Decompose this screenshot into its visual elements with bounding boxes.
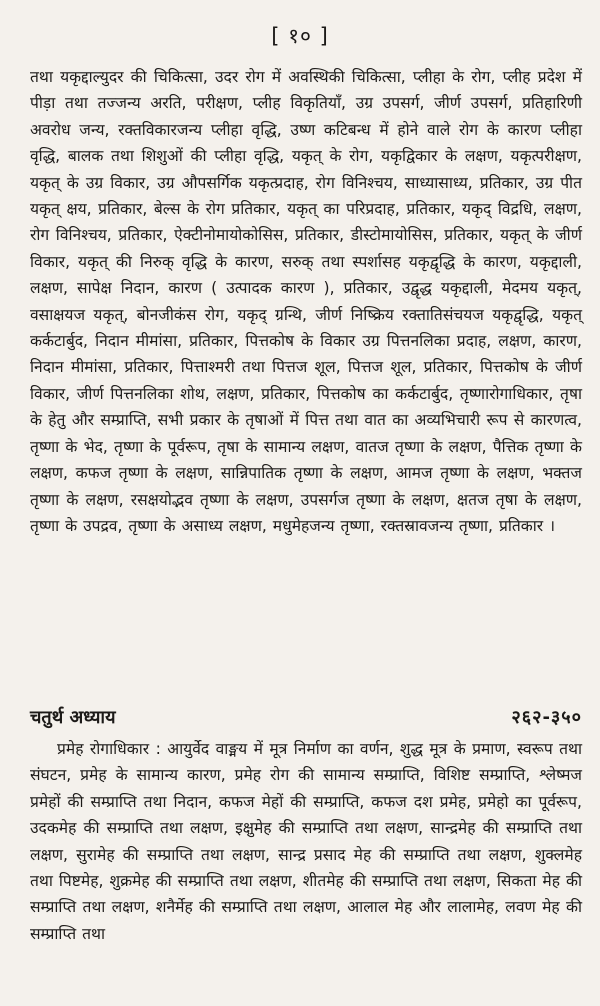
page-number: [ १० ]: [271, 24, 329, 48]
contents-paragraph-continued: तथा यकृद्दाल्युदर की चिकित्सा, उदर रोग में अवस्थिकी चिकित्सा, प्लीहा के रोग, प्लीह प्रदेश में पीड़ा तथा तज्जन्य अरति, परीक्षण, प्लीह विकृतियाँ, उग्र उपसर्ग, जीर्ण उपसर्ग, प्रतिहारिणी अवरोध जन्य, रक्तविकारजन्य प्लीहा वृद्धि, उष्ण कटिबन्ध में होने वाले रोग के कारण प्लीहा वृद्धि, बालक तथा शिशुओं की प्लीहा वृद्धि, यकृत् के रोग, यकृद्विकार के लक्षण, यकृत्परीक्षण, यकृत् के उग्र विकार, उग्र औपसर्गिक यकृत्प्रदाह, रोग विनिश्चय, साध्यासाध्य, प्रतिकार, उग्र पीत यकृत् क्षय, प्रतिकार, बेल्स के रोग प्रतिकार, यकृत् का परिप्रदाह, प्रतिकार, यकृद् विद्रधि, लक्षण, रोग विनिश्चय, प्रतिकार, ऐक्टीनोमायोकोसिस, प्रतिकार, डीस्टोमायोसिस, प्रतिकार, यकृत् के जीर्ण विकार, यकृत् की निरुक् वृद्धि के कारण, सरुक् तथा स्पर्शासह यकृद्वृद्धि के कारण, यकृद्दाली, लक्षण, सापेक्ष निदान, कारण ( उत्पादक कारण ), प्रतिकार, उद्वृद्ध यकृद्दाली, मेदमय यकृत्, वसाक्षयज यकृत्, बोनजीकंस रोग, यकृद् ग्रन्थि, जीर्ण निष्क्रिय रक्तातिसंचयज यकृद्वृद्धि, यकृत् कर्कटार्बुद, निदान मीमांसा, प्रतिकार, पित्तकोष के विकार उग्र पित्तनलिका प्रदाह, लक्षण, कारण, निदान मीमांसा, प्रतिकार, पित्ताश्मरी तथा पित्तज शूल, पित्तज शूल, प्रतिकार, पित्तकोष के जीर्ण विकार, जीर्ण पित्तनलिका शोथ, लक्षण, प्रतिकार, पित्तकोष का कर्कटार्बुद, तृष्णारोगाधिकार, तृषा के हेतु और सम्प्राप्ति, सभी प्रकार के तृषाओं में पित्त तथा वात का अव्यभिचारी रूप से कारणत्व, तृष्णा के भेद, तृष्णा के पूर्वरूप, तृषा के सामान्य लक्षण, वातज तृष्णा के लक्षण, पैत्तिक तृष्णा के लक्षण, कफज तृष्णा के लक्षण, सान्निपातिक तृष्णा के लक्षण, आमज तृष्णा के लक्षण, भक्तज तृष्णा के लक्षण, रसक्षयोद्भव तृष्णा के लक्षण, उपसर्गज तृष्णा के लक्षण, क्षतज तृषा के लक्षण, तृष्णा के उपद्रव, तृष्णा के असाध्य लक्षण, मधुमेहजन्य तृष्णा, रक्तस्रावजन्य तृष्णा, प्रतिकार ।: [30, 68, 582, 535]
chapter-heading: [30, 705, 582, 735]
chapter-title: चतुर्थ अध्याय: [30, 707, 116, 728]
chapter-page-range: २६२-३५०: [511, 707, 582, 728]
contents-paragraph-chapter-4: प्रमेह रोगाधिकार : आयुर्वेद वाङ्मय में मूत्र निर्माण का वर्णन, शुद्ध मूत्र के प्रमाण, स्वरूप तथा संघटन, प्रमेह के सामान्य कारण, प्रमेह रोग की सामान्य सम्प्राप्ति, विशिष्ट सम्प्राप्ति, श्लेष्मज प्रमेहों की सम्प्राप्ति तथा निदान, कफज मेहों की सम्प्राप्ति, कफज दश प्रमेह, प्रमेहो का पूर्वरूप, उदकमेह की सम्प्राप्ति तथा लक्षण, इक्षुमेह की सम्प्राप्ति तथा लक्षण, सान्द्रमेह की सम्प्राप्ति तथा लक्षण, सुरामेह की सम्प्राप्ति तथा लक्षण, सान्द्र प्रसाद मेह की सम्प्राप्ति तथा लक्षण, शुक्लमेह तथा पिष्टमेह, शुक्रमेह की सम्प्राप्ति तथा लक्षण, शीतमेह की सम्प्राप्ति तथा लक्षण, सिकता मेह की सम्प्राप्ति तथा लक्षण, शनैर्मेह की सम्प्राप्ति तथा लक्षण, आलाल मेह और लालामेह, लवण मेह की सम्प्राप्ति तथा: [30, 740, 582, 943]
